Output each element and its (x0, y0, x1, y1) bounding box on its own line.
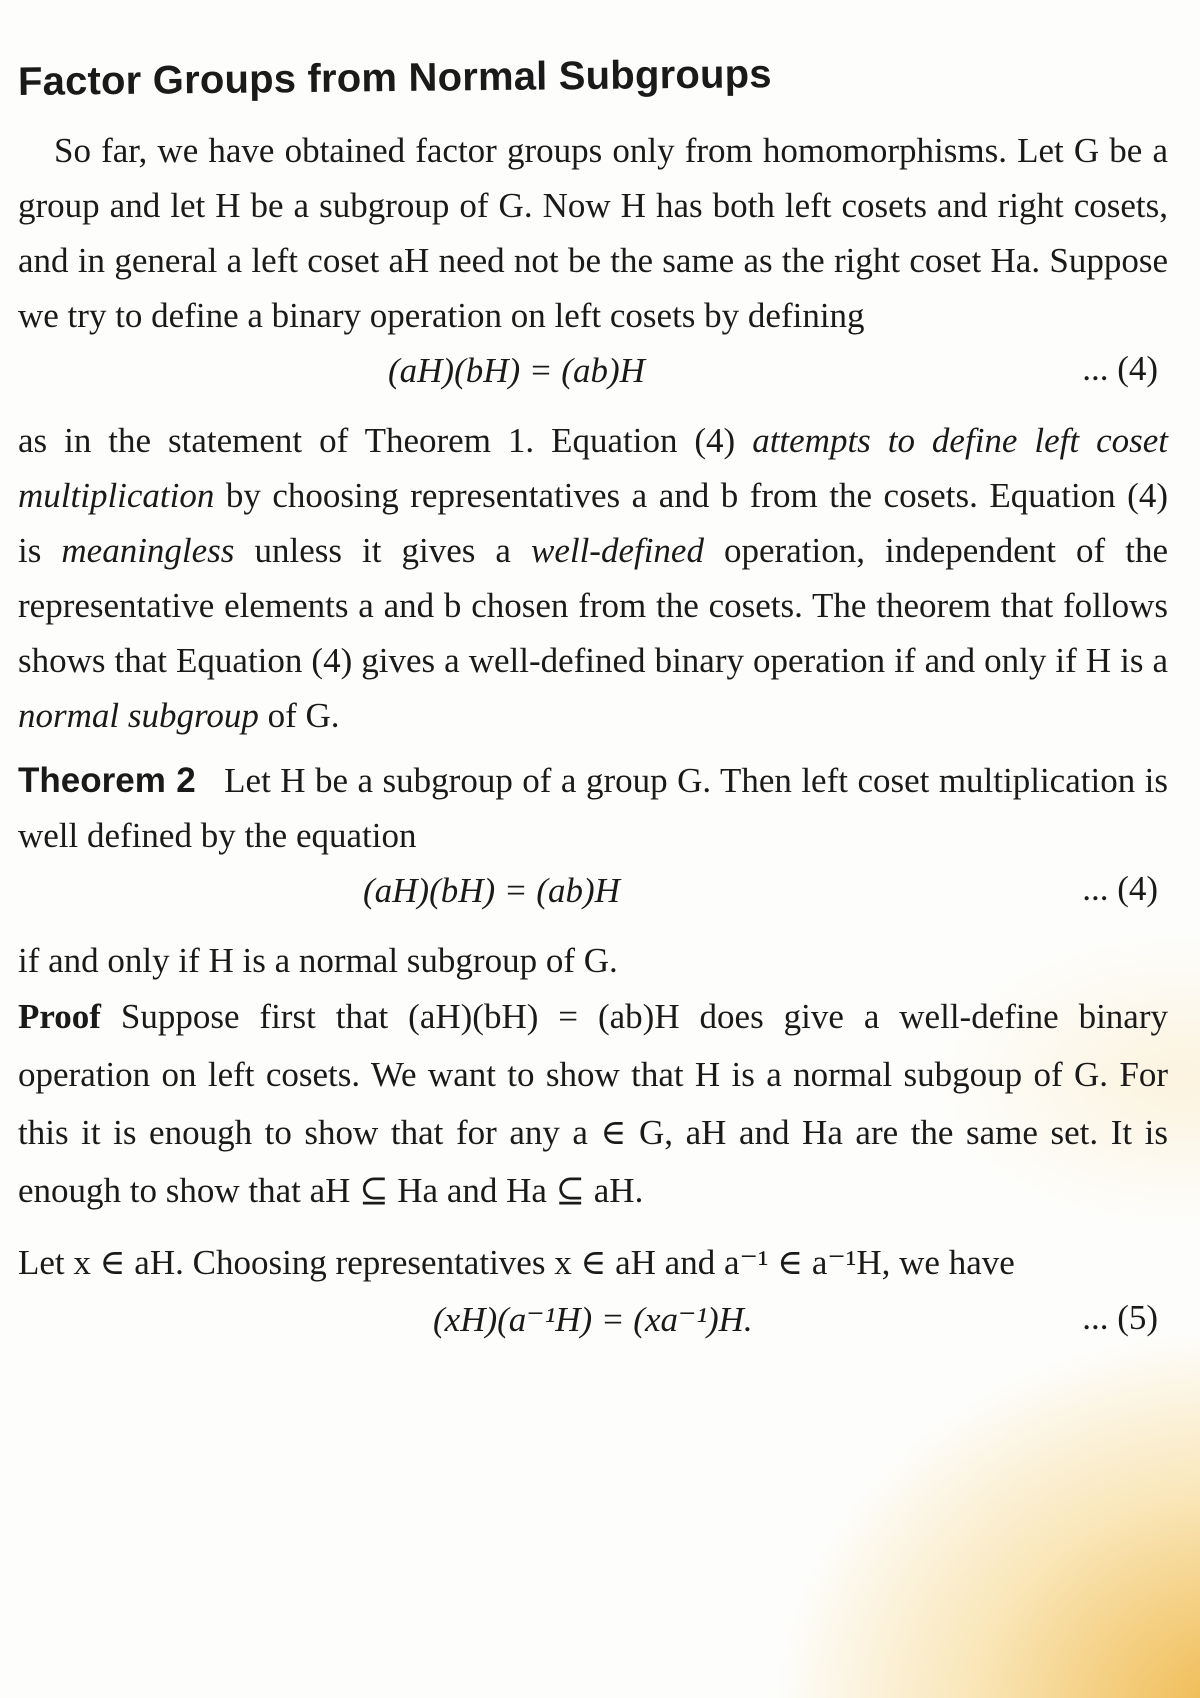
emphasis-attempts: attempts to define left coset multiplication (18, 421, 1168, 515)
proof-label: Proof (18, 997, 101, 1036)
paragraph-intro: So far, we have obtained factor groups only from homomorphisms. Let G be a group and let H be a subgroup of G. Now H has both left cosets and right cosets, and in general a left coset aH need not be the same as the right coset Ha. Suppose we try to define a binary operation on left cosets by defining (18, 131, 1168, 335)
theorem-label: Theorem 2 (18, 761, 196, 800)
equation-5 (18, 1292, 1168, 1356)
theorem-conclusion: if and only if H is a normal subgroup of G. (18, 941, 618, 980)
proof-text: Suppose first that (aH)(bH) = (ab)H does give a well-define binary operation on left cosets. We want to show that H is a normal subgoup of G. For this it is enough to show that for any a ∈ G, aH and Ha are the same set. It is enough to show that aH ⊆ Ha and Ha ⊆ aH. (18, 997, 1168, 1210)
equation-expression: (xH)(a⁻¹H) = (xa⁻¹)H. (433, 1300, 753, 1339)
equation-4-first (18, 343, 1168, 407)
emphasis-normal-subgroup: normal subgroup (18, 696, 259, 735)
text-run: of G. (258, 696, 340, 735)
section-title: Factor Groups from Normal Subgroups (17, 52, 772, 104)
proof-paragraph (18, 988, 1168, 1220)
text-run: unless it gives a (234, 531, 531, 570)
paragraph-well-defined (18, 413, 1168, 743)
text-run: by choosing representatives a and b from the cosets. Equation (4) is (18, 476, 1168, 570)
equation-number: ... (4) (1082, 869, 1158, 908)
theorem-text: Let H be a subgroup of a group G. Then left coset multiplication is well defined by the equation (18, 761, 1169, 855)
equation-expression: (aH)(bH) = (ab)H (388, 351, 645, 390)
emphasis-meaningless: meaningless (61, 531, 235, 570)
equation-number: ... (4) (1082, 349, 1158, 388)
proof-continuation: Let x ∈ aH. Choosing representatives x ∈ aH and a⁻¹ ∈ a⁻¹H, we have (18, 1243, 1015, 1282)
equation-number: ... (5) (1082, 1298, 1158, 1337)
emphasis-well-defined: well-defined (530, 531, 704, 570)
equation-4-second (18, 863, 1168, 927)
theorem-statement (18, 753, 1168, 863)
equation-expression: (aH)(bH) = (ab)H (363, 871, 620, 910)
page-content (17, 52, 1169, 1356)
text-run: as in the statement of Theorem 1. Equation (4) (18, 421, 753, 460)
text-run: operation, independent of the representative elements a and b chosen from the cosets. The theorem that follows shows that Equation (4) gives a well-defined binary operation if and only if H is a (18, 531, 1168, 680)
